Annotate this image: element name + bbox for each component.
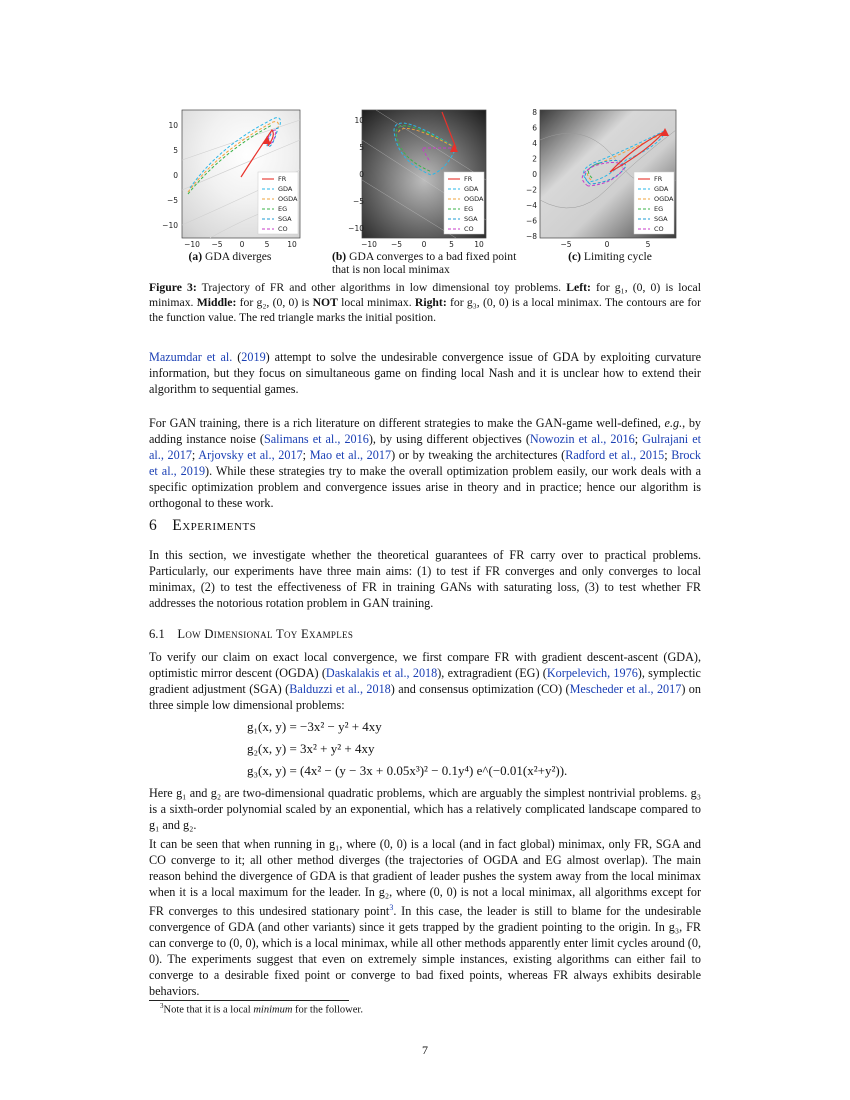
citation-link[interactable]: Arjovsky et al., 2017 [198, 448, 303, 462]
plot-b [336, 100, 496, 252]
legend-label-sga: SGA [464, 215, 478, 223]
legend-label-eg: EG [654, 205, 664, 213]
x-tick-label: 5 [645, 240, 651, 249]
equation-g3: g₃(x, y) = (4x² − (y − 3x + 0.05x³)² − 0.1y⁴) e^(−0.01(x²+y²)). [247, 763, 568, 778]
legend-label-sga: SGA [278, 215, 292, 223]
citation-link[interactable]: Radford et al., 2015 [565, 448, 665, 462]
x-tick-label: −10 [361, 240, 377, 249]
y-tick-label: 2 [532, 154, 537, 164]
x-tick-label: 10 [287, 240, 297, 249]
citation-link[interactable]: Korpelevich, 1976 [546, 666, 638, 680]
subcaption-a: (a) GDA diverges [188, 250, 272, 263]
x-tick-label: 5 [449, 240, 454, 249]
legend-label-co: CO [278, 225, 288, 233]
legend-label-eg: EG [278, 205, 288, 213]
x-tick-label: 10 [474, 240, 484, 249]
subcaption-b: (b) GDA converges to a bad fixed point that is non local minimax [332, 250, 517, 276]
legend-label-sga: SGA [654, 215, 668, 223]
equation-g1: g₁(x, y) = −3x² − y² + 4xy [247, 719, 382, 734]
y-tick-label: −5 [166, 196, 178, 205]
paragraph-related-work-1: Mazumdar et al. (2019) attempt to solve the undesirable convergence issue of GDA by exploiting curvature information, but they focus on simultaneous game on finding local Nash and it is unclear how to extend their algorithm to sequential games. [149, 350, 701, 396]
x-tick-label: −5 [560, 240, 572, 249]
x-tick-label: 0 [239, 240, 245, 249]
y-tick-label: 4 [532, 139, 537, 148]
legend-label-ogda: OGDA [278, 195, 298, 203]
legend-label-fr: FR [278, 175, 287, 183]
y-tick-label: 0 [532, 170, 537, 179]
yticks-c [526, 108, 537, 241]
legend-label-gda: GDA [278, 185, 293, 193]
legend-label-co: CO [464, 225, 474, 233]
figure-caption: Figure 3: Trajectory of FR and other algorithms in low dimensional toy problems. Left: for g₁, (0, 0) is local minimax. Middle: for g₂, (0, 0) is NOT local minimax. Right: for g₃, (0, 0) is a local minimax. The contours are for the function value. The red triangle marks the initial position. [149, 281, 701, 325]
y-tick-label: −4 [526, 201, 537, 210]
x-tick-label: −5 [211, 240, 223, 249]
citation-link[interactable]: Nowozin et al., 2016 [529, 432, 635, 446]
xticks-a [184, 240, 297, 249]
y-tick-label: 5 [173, 146, 178, 155]
citation-link[interactable]: Salimans et al., 2016 [263, 432, 369, 446]
citation-link[interactable]: Daskalakis et al., 2018 [325, 666, 438, 680]
plot-a [150, 100, 310, 252]
legend-label-fr: FR [464, 175, 473, 183]
equation-g2: g₂(x, y) = 3x² + y² + 4xy [247, 741, 375, 756]
x-tick-label: 0 [421, 240, 427, 249]
x-tick-label: −5 [390, 240, 403, 249]
citation-link[interactable]: Mazumdar et al. [149, 350, 233, 364]
subcaption-c: (c) Limiting cycle [568, 250, 652, 263]
yticks-a [162, 121, 178, 230]
y-tick-label: 8 [532, 108, 537, 117]
paragraph-experiments-intro: In this section, we investigate whether the theoretical guarantees of FR carry over to practical problems. Particularly, our experiments have three main aims: (1) to test if FR converges and only converges to local minimax, (2) to test the effectiveness of FR in training GANs with saturating loss, (3) to test whether FR addresses the notorious rotation problem in GAN training. [149, 548, 701, 610]
y-tick-label: 10 [354, 116, 364, 125]
y-tick-label: −5 [352, 197, 364, 206]
legend-c [634, 172, 674, 234]
xticks-b [361, 240, 484, 249]
y-tick-label: −8 [526, 232, 537, 241]
legend-a [258, 172, 298, 234]
citation-link[interactable]: Mao et al., 2017 [309, 448, 392, 462]
citation-link[interactable]: Brock et al., 2019 [149, 448, 702, 478]
y-tick-label: 5 [359, 143, 364, 152]
legend-label-fr: FR [654, 175, 663, 183]
y-tick-label: 0 [359, 170, 364, 179]
x-tick-label: 0 [604, 240, 610, 249]
paragraph-toy-setup: To verify our claim on exact local convergence, we first compare FR with gradient descent-ascent (GDA), optimistic mirror descent (OGDA) (Daskalakis et al., 2018), extragradient (EG) (Korpelevich, 1976), symplectic gradient adjustment (SGA) (Balduzzi et al., 2018) and consensus optimization (CO) (Mescheder et al., 2017) on three simple low dimensional problems: [149, 650, 701, 712]
x-tick-label: −10 [184, 240, 200, 249]
footnote-ref-link[interactable]: 3 [389, 903, 394, 912]
citation-link[interactable]: Balduzzi et al., 2018 [289, 682, 391, 696]
y-tick-label: −2 [526, 185, 537, 195]
legend-label-co: CO [654, 225, 664, 233]
y-tick-label: 6 [532, 123, 537, 133]
y-tick-label: 10 [168, 121, 178, 130]
page-number: 7 [422, 1043, 428, 1057]
section-heading: 6 Experiments [149, 517, 257, 534]
y-tick-label: 0 [173, 171, 178, 180]
x-tick-label: 5 [264, 240, 270, 249]
paragraph-results: It can be seen that when running in g₁, where (0, 0) is a local (and in fact global) minimax, only FR, SGA and CO converge to it; all other method diverges (the trajectories of OGDA and EG almost overlap). The main reason behind the divergence of GDA is that gradient of leader pushes the system away from the local minimax when it is a local maximum for the leader. In g₂, where (0, 0) is not a local minimax, all algorithms except for FR converges to this undesired stationary point$^3$. In this case, the leader is still to blame for the undesirable convergence of GDA (and other variants) since it gets trapped by the gradient pointing to the origin. In g₃, FR can converge to (0, 0), which is a local minimax, while all other methods apparently enter limit cycles around (0, 0). The experiments suggest that even on extremely simple instances, existing algorithms can either fail to converge to a desirable fixed point or converge to bad fixed points, whereas FR always exhibits desirable behaviors. [149, 837, 701, 999]
y-tick-label: −10 [162, 221, 178, 230]
paragraph-problem-description: Here g₁ and g₂ are two-dimensional quadratic problems, which are arguably the simplest nontrivial problems. g₃ is a sixth-order polynomial scaled by an exponential, which has a relatively complicated landscape compared to g₁ and g₂. [149, 786, 701, 832]
plot-c [526, 100, 686, 252]
subsection-heading: 6.1 Low Dimensional Toy Examples [149, 627, 354, 641]
paragraph-related-work-2: For GAN training, there is a rich literature on different strategies to make the GAN-game well-defined, e.g., by adding instance noise (Salimans et al., 2016), by using different objectives (Nowozin et al., 2016; Gulrajani et al., 2017; Arjovsky et al., 2017; Mao et al., 2017) or by tweaking the architectures (Radford et al., 2015; Brock et al., 2019). While these strategies try to make the overall optimization problem easily, our work deals with a specific optimization problem and convergence issues arise in theory and in practice; hence our algorithm is orthogonal to these work. [149, 416, 702, 510]
legend-label-ogda: OGDA [654, 195, 674, 203]
footnote-rule [149, 1000, 349, 1001]
legend-b [444, 172, 484, 234]
y-tick-label: −10 [348, 224, 364, 233]
legend-label-eg: EG [464, 205, 474, 213]
citation-link[interactable]: Gulrajani et al., 2017 [149, 432, 702, 462]
legend-label-ogda: OGDA [464, 195, 484, 203]
legend-label-gda: GDA [654, 185, 669, 193]
legend-label-gda: GDA [464, 185, 479, 193]
panel-b [336, 100, 496, 252]
panel-a [150, 100, 310, 252]
citation-link[interactable]: Mescheder et al., 2017 [569, 682, 682, 696]
panel-c [526, 100, 686, 252]
footnote: $^3$Note that it is a local minimum for the follower. [160, 1002, 363, 1016]
citation-year-link[interactable]: 2019 [241, 350, 266, 364]
y-tick-label: −6 [526, 216, 537, 226]
xticks-c [560, 240, 650, 249]
